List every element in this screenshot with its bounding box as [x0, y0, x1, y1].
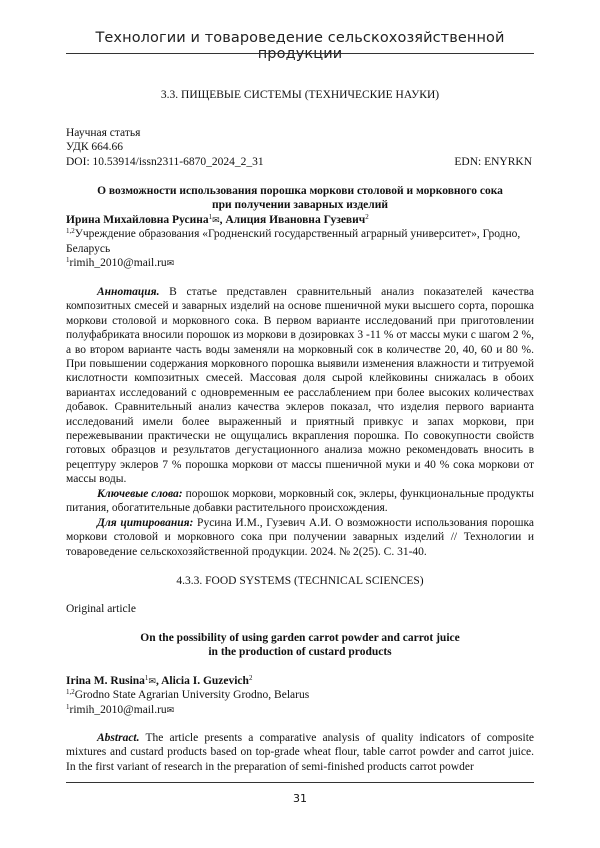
affiliation-en-sup: 1,2	[66, 688, 75, 697]
article-meta-ru	[66, 126, 534, 169]
title-en-line2: in the production of custard products	[208, 646, 392, 659]
envelope-icon: ✉	[166, 258, 175, 269]
journal-title: Технологии и товароведение сельскохозяйственной продукции	[95, 30, 505, 62]
footer-rule	[66, 782, 534, 783]
section-ru: 3.3. ПИЩЕВЫЕ СИСТЕМЫ (ТЕХНИЧЕСКИЕ НАУКИ)	[160, 89, 440, 101]
citation-ru-label: Для цитирования:	[97, 517, 194, 529]
authors-en	[66, 674, 534, 688]
email-ru	[66, 256, 534, 270]
affiliation-ru-text: Учреждение образования «Гродненский государственный аграрный университет», Гродно, Беларусь	[66, 228, 521, 255]
abstract-ru-label: Аннотация.	[97, 286, 160, 298]
affiliation-ru	[66, 227, 534, 256]
doi-link[interactable]: DOI: 10.53914/issn2311-6870_2024_2_31	[66, 155, 264, 168]
author-2-sup: 2	[365, 213, 369, 221]
citation-ru-text: Русина И.М., Гузевич А.И. О возможности использования порошка моркови столовой и морковного сока при получении заварных изделий // Технологии и товароведение сельскохозяйственной продукции. 2024. № 2(25). С. 31-40.	[66, 517, 534, 558]
title-en-line1: On the possibility of using garden carrot powder and carrot juice	[140, 632, 460, 644]
keywords-ru-label: Ключевые слова:	[97, 488, 183, 500]
author-1-en-sup: 1	[144, 674, 149, 682]
email-sup: 1	[66, 256, 70, 265]
edn: EDN: ENYRKN	[454, 155, 532, 168]
email-en-sup: 1	[66, 702, 70, 711]
udk: УДК 664.66	[66, 141, 123, 154]
author-2-en: Alicia I. Guzevich	[161, 675, 249, 687]
authors-block-en	[66, 674, 534, 717]
author-2-ru: Алиция Ивановна Гузевич	[225, 214, 366, 226]
authors-ru	[66, 213, 534, 227]
citation-ru	[66, 516, 534, 559]
abstract-ru-text: В статье представлен сравнительный анализ показателей качества композитных смесей и заварных изделий на основе пшеничной муки высшего сорта, порошка моркови столовой и морковного сока. В первом варианте исследований при приготовлении полуфабриката вносили порошок из моркови в дозировках 3 -11 % от массы муки с шагом 2 %, а во втором варианте часть воды заменяли на морковный сок в количестве 20, 40, 60 и 80 %. При повышении содержания морковного порошка выявили изменения влажности и титруемой кислотности композитных смесей. Массовая доля сырой клейковины снижалась в обоих вариантах исследований с одновременным ее расслаблением при более высоких количествах добавок. Сравнительный анализ качества эклеров показал, что изделия первого варианта исследований имели более выраженный и приятный привкус и запах моркови, при пережевывании практически не ощущались вкрапления порошка. По совокупности свойств готовых образцов и результатов дегустационного анализа можно рекомендовать вносить в рецептуру эклеров 7 % порошка моркови от массы пшеничной муки и 40 % сока моркови от массы воды.	[66, 286, 534, 486]
envelope-icon: ✉	[148, 676, 156, 686]
email-link-en[interactable]: rimih_2010@mail.ru	[69, 703, 167, 716]
keywords-ru-text: порошок моркови, морковный сок, эклеры, функциональные продукты питания, обогатительные добавки растительного происхождения.	[66, 488, 534, 515]
header-rule	[66, 53, 534, 54]
affiliation-en	[66, 688, 534, 702]
author-1-en: Irina M. Rusina	[66, 675, 145, 687]
page-number: 31	[293, 792, 307, 805]
article-type-ru: Научная статья	[66, 127, 141, 139]
doi-row	[66, 155, 534, 169]
title-ru-line2: при получении заварных изделий	[212, 199, 388, 212]
authors-block-ru	[66, 213, 534, 271]
abstract-en-text: The article presents a comparative analysis of quality indicators of composite mixtures and custard products based on top-grade wheat flour, table carrot powder and carrot juice. In the first variant of research in the preparation of semi-finished products carrot powder	[66, 732, 534, 773]
abstract-ru	[66, 285, 534, 487]
title-ru-line1: О возможности использования порошка моркови столовой и морковного сока	[97, 185, 503, 197]
section-en: 4.3.3. FOOD SYSTEMS (TECHNICAL SCIENCES)	[176, 575, 424, 587]
title-ru	[66, 184, 534, 213]
email-link-ru[interactable]: rimih_2010@mail.ru	[69, 257, 167, 270]
author-sep: ,	[219, 214, 226, 226]
author-1-sup: 1	[208, 213, 213, 221]
abstract-en	[66, 731, 534, 774]
email-en	[66, 703, 534, 717]
article-type-en: Original article	[66, 603, 136, 615]
affiliation-en-text: Grodno State Agrarian University Grodno, Belarus	[74, 689, 310, 702]
abstract-en-label: Abstract.	[97, 732, 140, 744]
affiliation-sup: 1,2	[66, 227, 75, 236]
keywords-ru	[66, 487, 534, 516]
title-en	[66, 631, 534, 660]
envelope-icon: ✉	[166, 704, 175, 715]
envelope-icon: ✉	[212, 215, 220, 225]
author-en-sep: ,	[155, 675, 162, 687]
author-2-en-sup: 2	[248, 674, 253, 682]
author-1-ru: Ирина Михайловна Русина	[66, 214, 209, 226]
